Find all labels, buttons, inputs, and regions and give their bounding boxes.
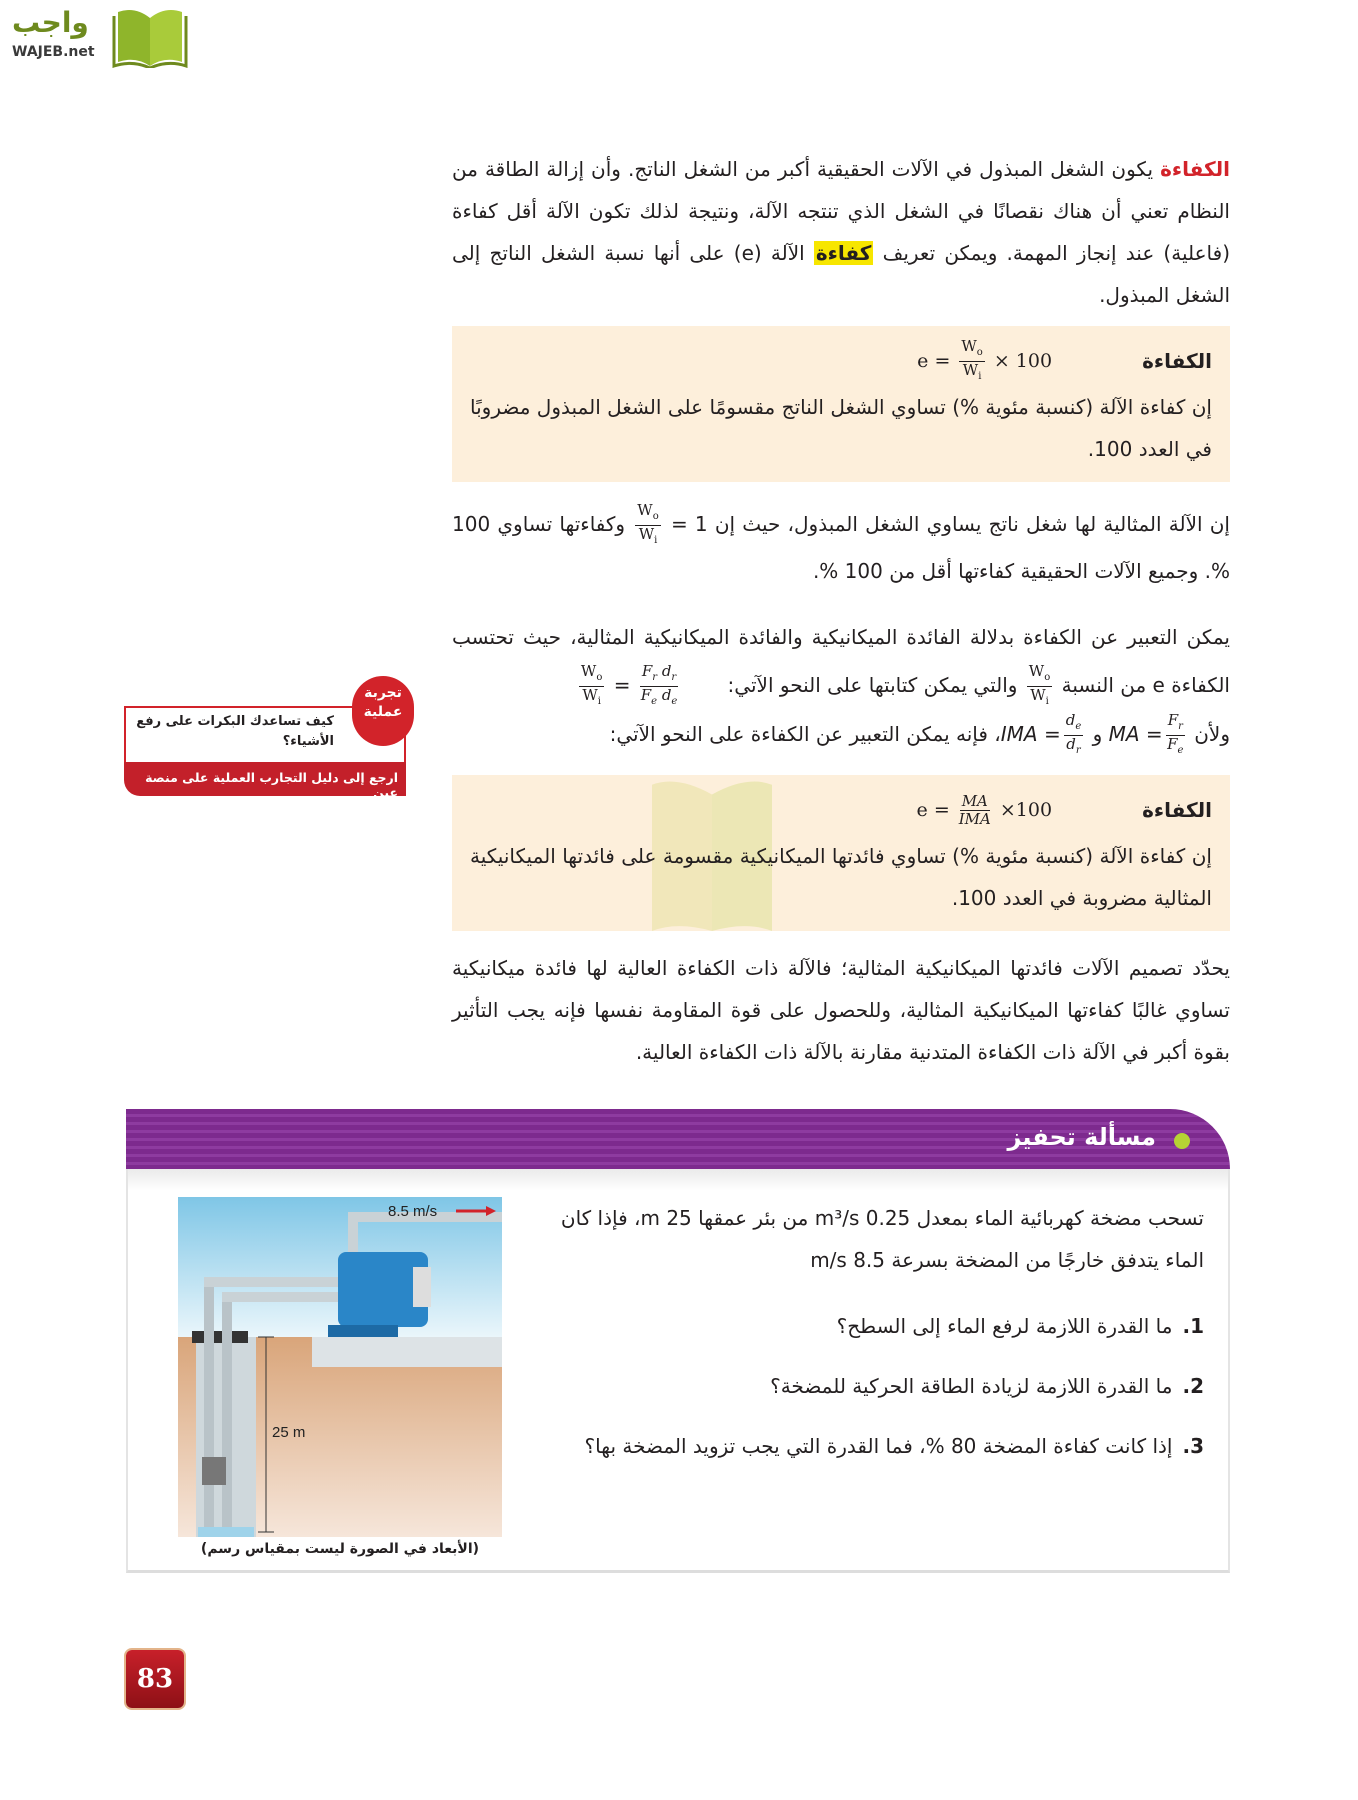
text: إن الآلة المثالية لها شغل ناتج يساوي الشغل المبذول، حيث إن 1 =	[663, 512, 1230, 536]
text: يمكن التعبير عن الكفاءة بدلالة الفائدة الميكانيكية والفائدة الميكانيكية المثالية، حيث تحتسب الكفاءة e من النسبة	[452, 625, 1230, 697]
ima-formula: IMA = $\frac{d_e}{d_r}$	[1000, 711, 1082, 756]
ma-formula: MA = $\frac{F_r}{F_e}$	[1108, 711, 1184, 756]
formula-lhs: e =	[916, 799, 950, 821]
box-label: الكفاءة	[1142, 349, 1212, 373]
formula-lhs: e =	[917, 350, 951, 372]
question-2	[542, 1371, 1204, 1401]
speed-label: 8.5 m/s	[388, 1203, 438, 1220]
figure-caption: (الأبعاد في الصورة ليست بمقياس رسم)	[200, 1541, 480, 1557]
paragraph-design: يحدّد تصميم الآلات فائدتها الميكانيكية المثالية؛ فالآلة ذات الكفاءة العالية لها فائدة ميكانيكية تساوي غالبًا كفاءتها الميكانيكية المثالية، وللحصول على قوة المقاومة نفسها فإنه يجب التأثير بقوة أكبر في الآلة ذات الكفاءة المتدنية مقارنة بالآلة ذات الكفاءة العالية.	[452, 956, 1230, 1064]
depth-label: 25 m	[272, 1424, 306, 1441]
efficiency-formula	[917, 338, 1052, 385]
text: ولأن	[1187, 722, 1230, 746]
book-icon	[110, 6, 190, 68]
efficiency-ma-formula	[917, 793, 1053, 828]
question-text: ما القدرة اللازمة لرفع الماء إلى السطح؟	[836, 1314, 1173, 1338]
text: يكون الشغل المبذول في الآلات الحقيقية أكبر من الشغل الناتج. وأن إزالة الطاقة من النظام تعني أن هناك نقصانًا في الشغل الذي تنتجه الآلة، ونتيجة لذلك تكون الآلة أقل كفاءة (فاعلية) عند إنجاز المهمة. ويمكن تعريف	[452, 157, 1231, 265]
paragraph-efficiency-intro	[452, 148, 1230, 316]
highlighted-term: كفاءة	[815, 241, 872, 265]
box-label: الكفاءة	[1142, 798, 1212, 822]
challenge-problem-section	[126, 1109, 1230, 1573]
term-efficiency: الكفاءة	[1160, 157, 1230, 181]
box-text: إن كفاءة الآلة (كنسبة مئوية %) تساوي الشغل الناتج مقسومًا على الشغل المبذول مضروبًا في العدد 100.	[470, 395, 1212, 461]
efficiency-definition-box	[452, 326, 1230, 482]
lab-badge: تجربة عملية	[352, 676, 414, 746]
challenge-problem-banner	[126, 1109, 1230, 1169]
efficiency-ma-box	[452, 775, 1230, 931]
question-number: 2.	[1182, 1374, 1204, 1398]
paragraph-ma-ima	[452, 613, 1230, 759]
fraction-wo-wi: $\frac{W_o}{W_i}$	[637, 501, 659, 546]
formula-tail: × 100	[993, 350, 1053, 372]
ratio-formula: $\frac{W_o}{W_i}$ = $\frac{F_r d_r}{F_e d_e}$	[580, 662, 678, 707]
wajeb-logo	[10, 6, 190, 68]
bullet-dot-icon	[1174, 1133, 1190, 1149]
text: والتي يمكن كتابتها على النحو الآتي:	[721, 673, 1024, 697]
page-content	[126, 148, 1230, 1573]
page-number: 83	[126, 1650, 184, 1708]
formula-tail: ×100	[999, 799, 1053, 821]
question-3	[542, 1431, 1204, 1461]
fraction-wo-wi: $\frac{W_o}{W_i}$	[1028, 662, 1051, 707]
pump-well-figure	[178, 1197, 502, 1537]
lab-question: كيف تساعدك البكرات على رفع الأشياء؟	[124, 706, 406, 762]
text: و	[1086, 722, 1109, 746]
text: ، فإنه يمكن التعبير عن الكفاءة على النحو الآتي:	[609, 722, 1001, 746]
text: الآلة (e) على أنها نسبة الشغل الناتج إلى الشغل المبذول.	[452, 241, 1230, 307]
question-number: 1.	[1182, 1314, 1204, 1338]
fraction: $\frac{W_o}{W_i}$	[961, 336, 983, 382]
problem-text	[542, 1197, 1204, 1461]
question-text: إذا كانت كفاءة المضخة 80 %، فما القدرة التي يجب تزويد المضخة بها؟	[584, 1434, 1173, 1458]
problem-intro: تسحب مضخة كهربائية الماء بمعدل 0.25 m³/s من بئر عمقها 25 m، فإذا كان الماء يتدفق خارجًا من المضخة بسرعة 8.5 m/s	[560, 1206, 1204, 1272]
question-number: 3.	[1182, 1434, 1204, 1458]
paragraph-ideal-machine	[452, 502, 1230, 593]
challenge-problem-box	[126, 1169, 1230, 1573]
text: وكفاءتها تساوي 100 %. وجميع الآلات الحقيقية كفاءتها أقل من 100 %.	[452, 512, 1230, 583]
fraction: $\frac{MA}{\text{IMA}}$	[958, 791, 991, 828]
box-text: إن كفاءة الآلة (كنسبة مئوية %) تساوي فائدتها الميكانيكية مقسومة على فائدتها الميكانيكية المثالية مضروبة في العدد 100.	[470, 844, 1212, 910]
question-1	[542, 1311, 1204, 1341]
question-text: ما القدرة اللازمة لزيادة الطاقة الحركية للمضخة؟	[770, 1374, 1173, 1398]
logo-arabic: واجب	[12, 6, 89, 39]
lab-reference: ارجع إلى دليل التجارب العملية على منصة عين	[124, 762, 406, 796]
challenge-problem-title: مسألة تحفيز	[1007, 1123, 1156, 1151]
logo-latin: WAJEB.net	[12, 44, 95, 60]
